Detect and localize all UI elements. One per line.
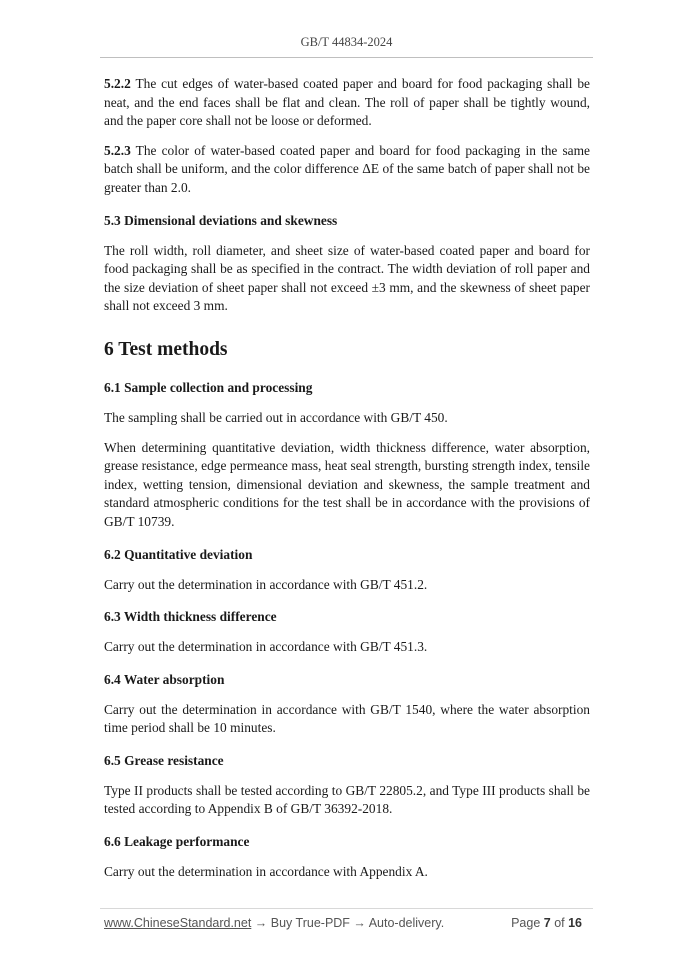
page-header	[0, 35, 693, 50]
clause-number: 5.2.3	[104, 142, 131, 158]
footer-divider	[100, 908, 593, 909]
clause-number: 5.2.2	[104, 76, 131, 91]
heading-6: 6 Test methods	[104, 338, 228, 360]
footer-tagline: → Buy True-PDF → Auto-delivery.	[251, 916, 445, 930]
page-of: of	[550, 916, 569, 930]
paragraph-5-3: The roll width, roll diameter, and sheet size of water-based coated paper and board for food packaging shall be as specified in the contract. The width deviation of roll paper and the size deviation of sheet paper shall not exceed ±3 mm, and the skewness of sheet paper shall not exceed 3 mm.	[104, 242, 590, 314]
heading-6-4: 6.4 Water absorption	[104, 671, 225, 687]
document-body	[104, 75, 590, 893]
paragraph-6-4: Carry out the determination in accordance with GB/T 1540, where the water absorption time period shall be 10 minutes.	[104, 701, 590, 736]
clause-5-2-3	[104, 142, 590, 198]
heading-6-5: 6.5 Grease resistance	[104, 752, 224, 768]
paragraph-6-1-b: When determining quantitative deviation, width thickness difference, water absorption, grease resistance, edge permeance mass, heat seal strength, bursting strength index, tensile index, wetting tension, dimensional deviation and skewness, the sample treatment and standard atmospheric conditions for the test shall be in accordance with the provisions of GB/T 10739.	[104, 439, 590, 529]
page-total: 16	[568, 916, 582, 930]
paragraph-6-6: Carry out the determination in accordance with Appendix A.	[104, 864, 428, 880]
header-divider	[100, 57, 593, 58]
page-number	[511, 916, 582, 930]
site-link[interactable]: www.ChineseStandard.net	[104, 916, 252, 930]
heading-6-1: 6.1 Sample collection and processing	[104, 379, 313, 395]
page-current: 7	[543, 916, 551, 930]
heading-6-3: 6.3 Width thickness difference	[104, 609, 277, 625]
paragraph-6-2: Carry out the determination in accordance with GB/T 451.2.	[104, 576, 428, 592]
paragraph-6-1-a: The sampling shall be carried out in accordance with GB/T 450.	[104, 409, 448, 425]
clause-text: The color of water-based coated paper and board for food packaging in the same batch shall be uniform, and the color difference ΔE of the same batch of paper shall not be greater than 2.0.	[104, 142, 590, 195]
paragraph-6-5: Type II products shall be tested according to GB/T 22805.2, and Type III products shall be tested according to Appendix B of GB/T 36392-2018.	[104, 782, 590, 817]
heading-6-6: 6.6 Leakage performance	[104, 834, 250, 850]
footer-promo	[104, 916, 444, 930]
clause-5-2-2	[104, 75, 590, 131]
heading-5-3: 5.3 Dimensional deviations and skewness	[104, 212, 338, 228]
clause-text: The cut edges of water-based coated paper and board for food packaging shall be neat, and the end faces shall be flat and clean. The roll of paper shall be tightly wound, and the paper core shall not be loose or deformed.	[104, 76, 590, 129]
heading-6-2: 6.2 Quantitative deviation	[104, 546, 253, 562]
paragraph-6-3: Carry out the determination in accordance with GB/T 451.3.	[104, 639, 428, 655]
document-code: GB/T 44834-2024	[300, 35, 393, 49]
page-word: Page	[511, 916, 544, 930]
